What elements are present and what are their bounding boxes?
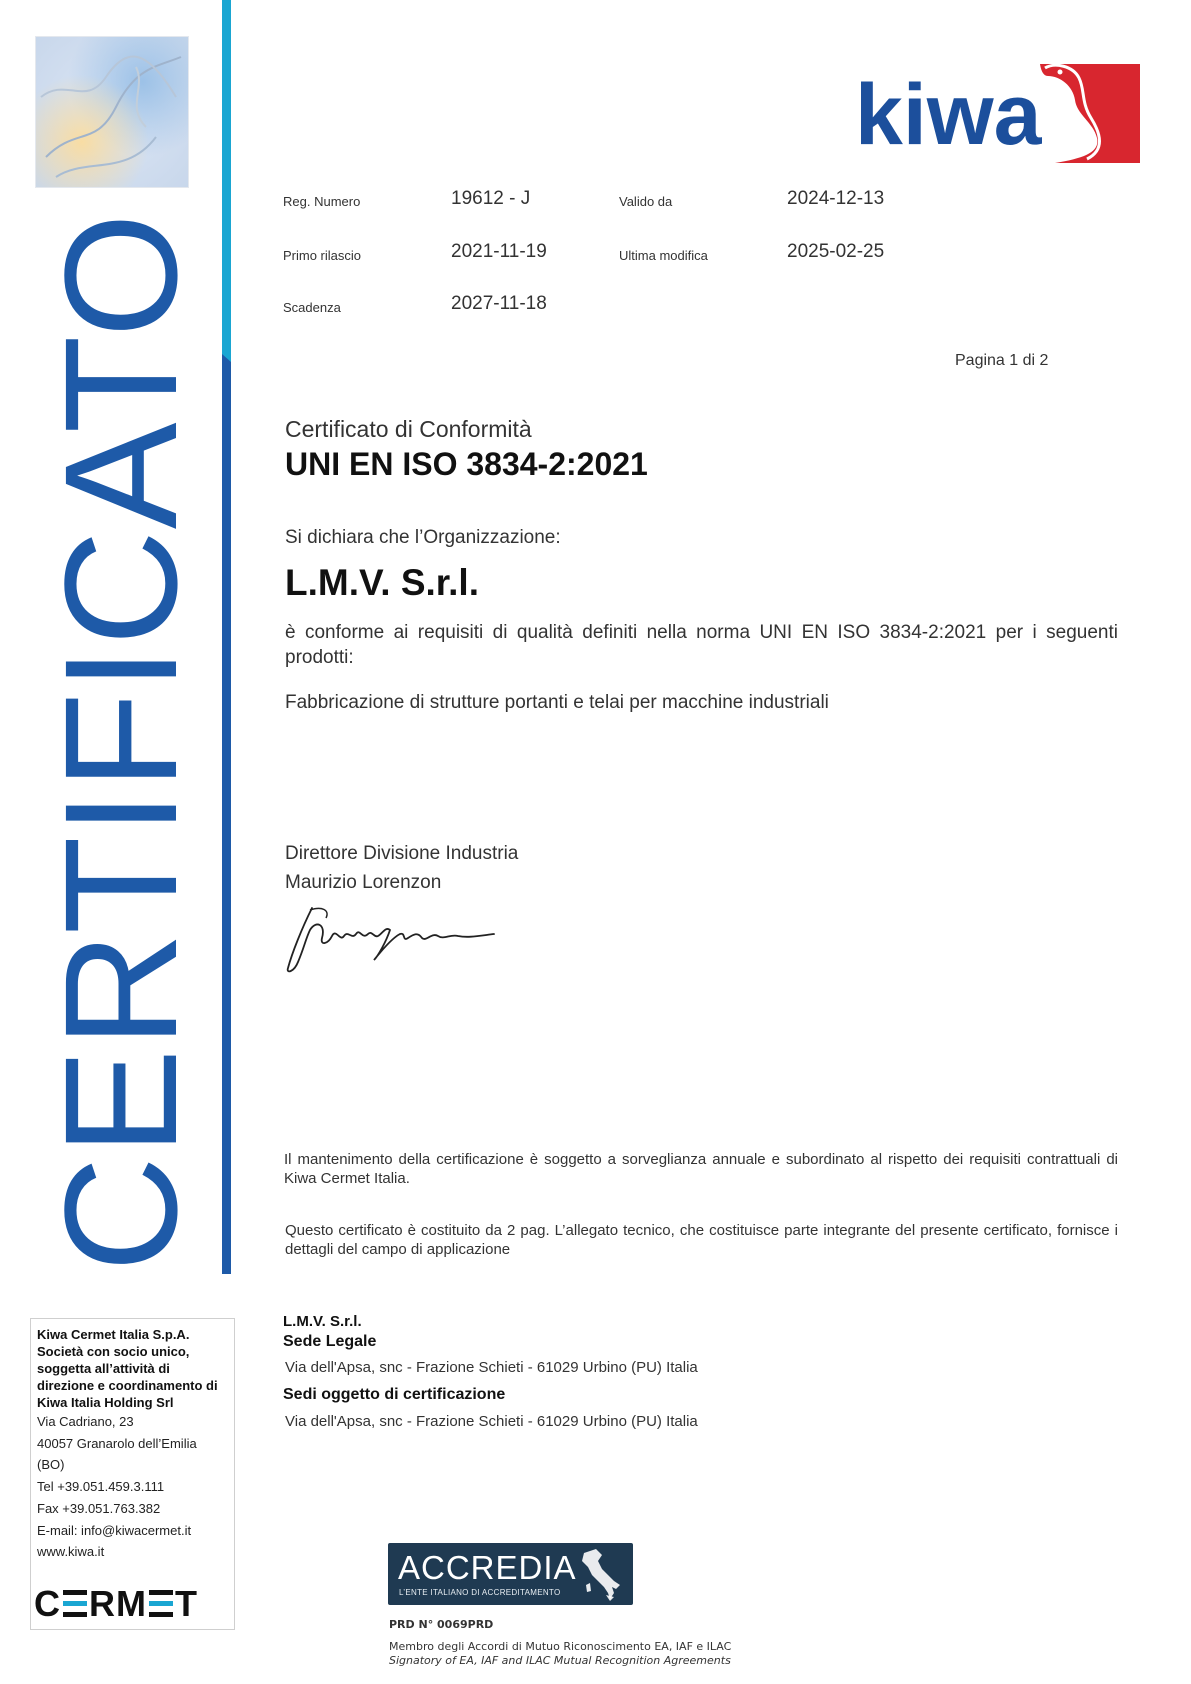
accredia-logo-tagline: L’ENTE ITALIANO DI ACCREDITAMENTO: [399, 1588, 561, 1597]
primo-rilascio-value: 2021-11-19: [451, 241, 547, 262]
kiwa-logo-text: kiwa: [855, 67, 1042, 163]
issuer-email: E-mail: info@kiwacermet.it: [37, 1522, 192, 1538]
sede-legale-heading: Sede Legale: [283, 1333, 377, 1350]
cermet-logo: C RM T: [34, 1583, 198, 1624]
organization-name: L.M.V. S.r.l.: [285, 562, 479, 603]
composition-note: Questo certificato è costituito da 2 pag. L’allegato tecnico, che costituisce parte integrante del presente certificato, fornisce i dettagli del campo di applicazione: [285, 1222, 1118, 1258]
issuer-line: Società con socio unico,: [37, 1344, 190, 1359]
signatory-role: Direttore Divisione Industria: [285, 843, 519, 864]
issuer-line: Kiwa Italia Holding Srl: [37, 1395, 174, 1410]
accent-notch: [222, 354, 231, 362]
italy-map-icon: [578, 1547, 624, 1603]
address-org: L.M.V. S.r.l.: [283, 1313, 362, 1330]
declaration-text: Si dichiara che l’Organizzazione:: [285, 527, 561, 548]
conformity-text: è conforme ai requisiti di qualità definiti nella norma UNI EN ISO 3834-2:2021 per i seguenti prodotti:: [285, 622, 1118, 668]
cyan-accent-line: [222, 0, 231, 362]
sedi-address: Via dell'Apsa, snc - Frazione Schieti - 61029 Urbino (PU) Italia: [285, 1413, 698, 1430]
mra-italian: Membro degli Accordi di Mutuo Riconoscimento EA, IAF e ILAC: [389, 1640, 732, 1653]
issuer-city: 40057 Granarolo dell’Emilia: [37, 1435, 197, 1451]
accredia-logo-name: ACCREDIA: [398, 1549, 577, 1586]
issuer-line: Kiwa Cermet Italia S.p.A.: [37, 1327, 190, 1342]
certificate-norm: UNI EN ISO 3834-2:2021: [285, 446, 648, 482]
accredia-logo: [388, 1543, 633, 1605]
primo-rilascio-label: Primo rilascio: [283, 248, 362, 263]
maintenance-note: Il mantenimento della certificazione è soggetto a sorveglianza annuale e subordinato al rispetto dei requisiti contrattuali di Kiwa Cermet Italia.: [284, 1151, 1118, 1187]
vertical-title: CERTIFICATO: [31, 212, 210, 1272]
sede-legale-address: Via dell'Apsa, snc - Frazione Schieti - 61029 Urbino (PU) Italia: [285, 1359, 698, 1376]
issuer-province: (BO): [37, 1457, 65, 1473]
valido-da-value: 2024-12-13: [787, 188, 885, 209]
kiwa-logo: [855, 60, 1140, 163]
scadenza-label: Scadenza: [283, 300, 341, 315]
valido-da-label: Valido da: [619, 194, 673, 209]
issuer-street: Via Cadriano, 23: [37, 1414, 134, 1429]
decorative-image: [35, 36, 189, 188]
issuer-info-box: [30, 1318, 235, 1630]
issuer-fax: Fax +39.051.763.382: [37, 1500, 161, 1516]
issuer-line: soggetta all’attività di: [37, 1361, 170, 1376]
issuer-tel: Tel +39.051.459.3.111: [37, 1479, 165, 1495]
vertical-title-wrap: [0, 0, 210, 1272]
prd-number: PRD N° 0069PRD: [389, 1618, 494, 1631]
blue-accent-line: [222, 362, 231, 1274]
scope-text: Fabbricazione di strutture portanti e telai per macchine industriali: [285, 692, 829, 713]
reg-numero-value: 19612 - J: [451, 188, 531, 209]
page-indicator: Pagina 1 di 2: [955, 352, 1049, 369]
scadenza-value: 2027-11-18: [451, 293, 547, 314]
decorative-lines: [36, 37, 188, 187]
sedi-heading: Sedi oggetto di certificazione: [283, 1386, 506, 1403]
issuer-web: www.kiwa.it: [37, 1544, 105, 1560]
signatory-name: Maurizio Lorenzon: [285, 872, 442, 893]
ultima-modifica-value: 2025-02-25: [787, 241, 885, 262]
mra-english: Signatory of EA, IAF and ILAC Mutual Recognition Agreements: [389, 1654, 731, 1667]
reg-numero-label: Reg. Numero: [283, 194, 361, 209]
ultima-modifica-label: Ultima modifica: [619, 248, 708, 263]
certificate-kind: Certificato di Conformità: [285, 416, 532, 442]
handwritten-signature: [282, 898, 497, 978]
issuer-line: direzione e coordinamento di: [37, 1378, 218, 1393]
